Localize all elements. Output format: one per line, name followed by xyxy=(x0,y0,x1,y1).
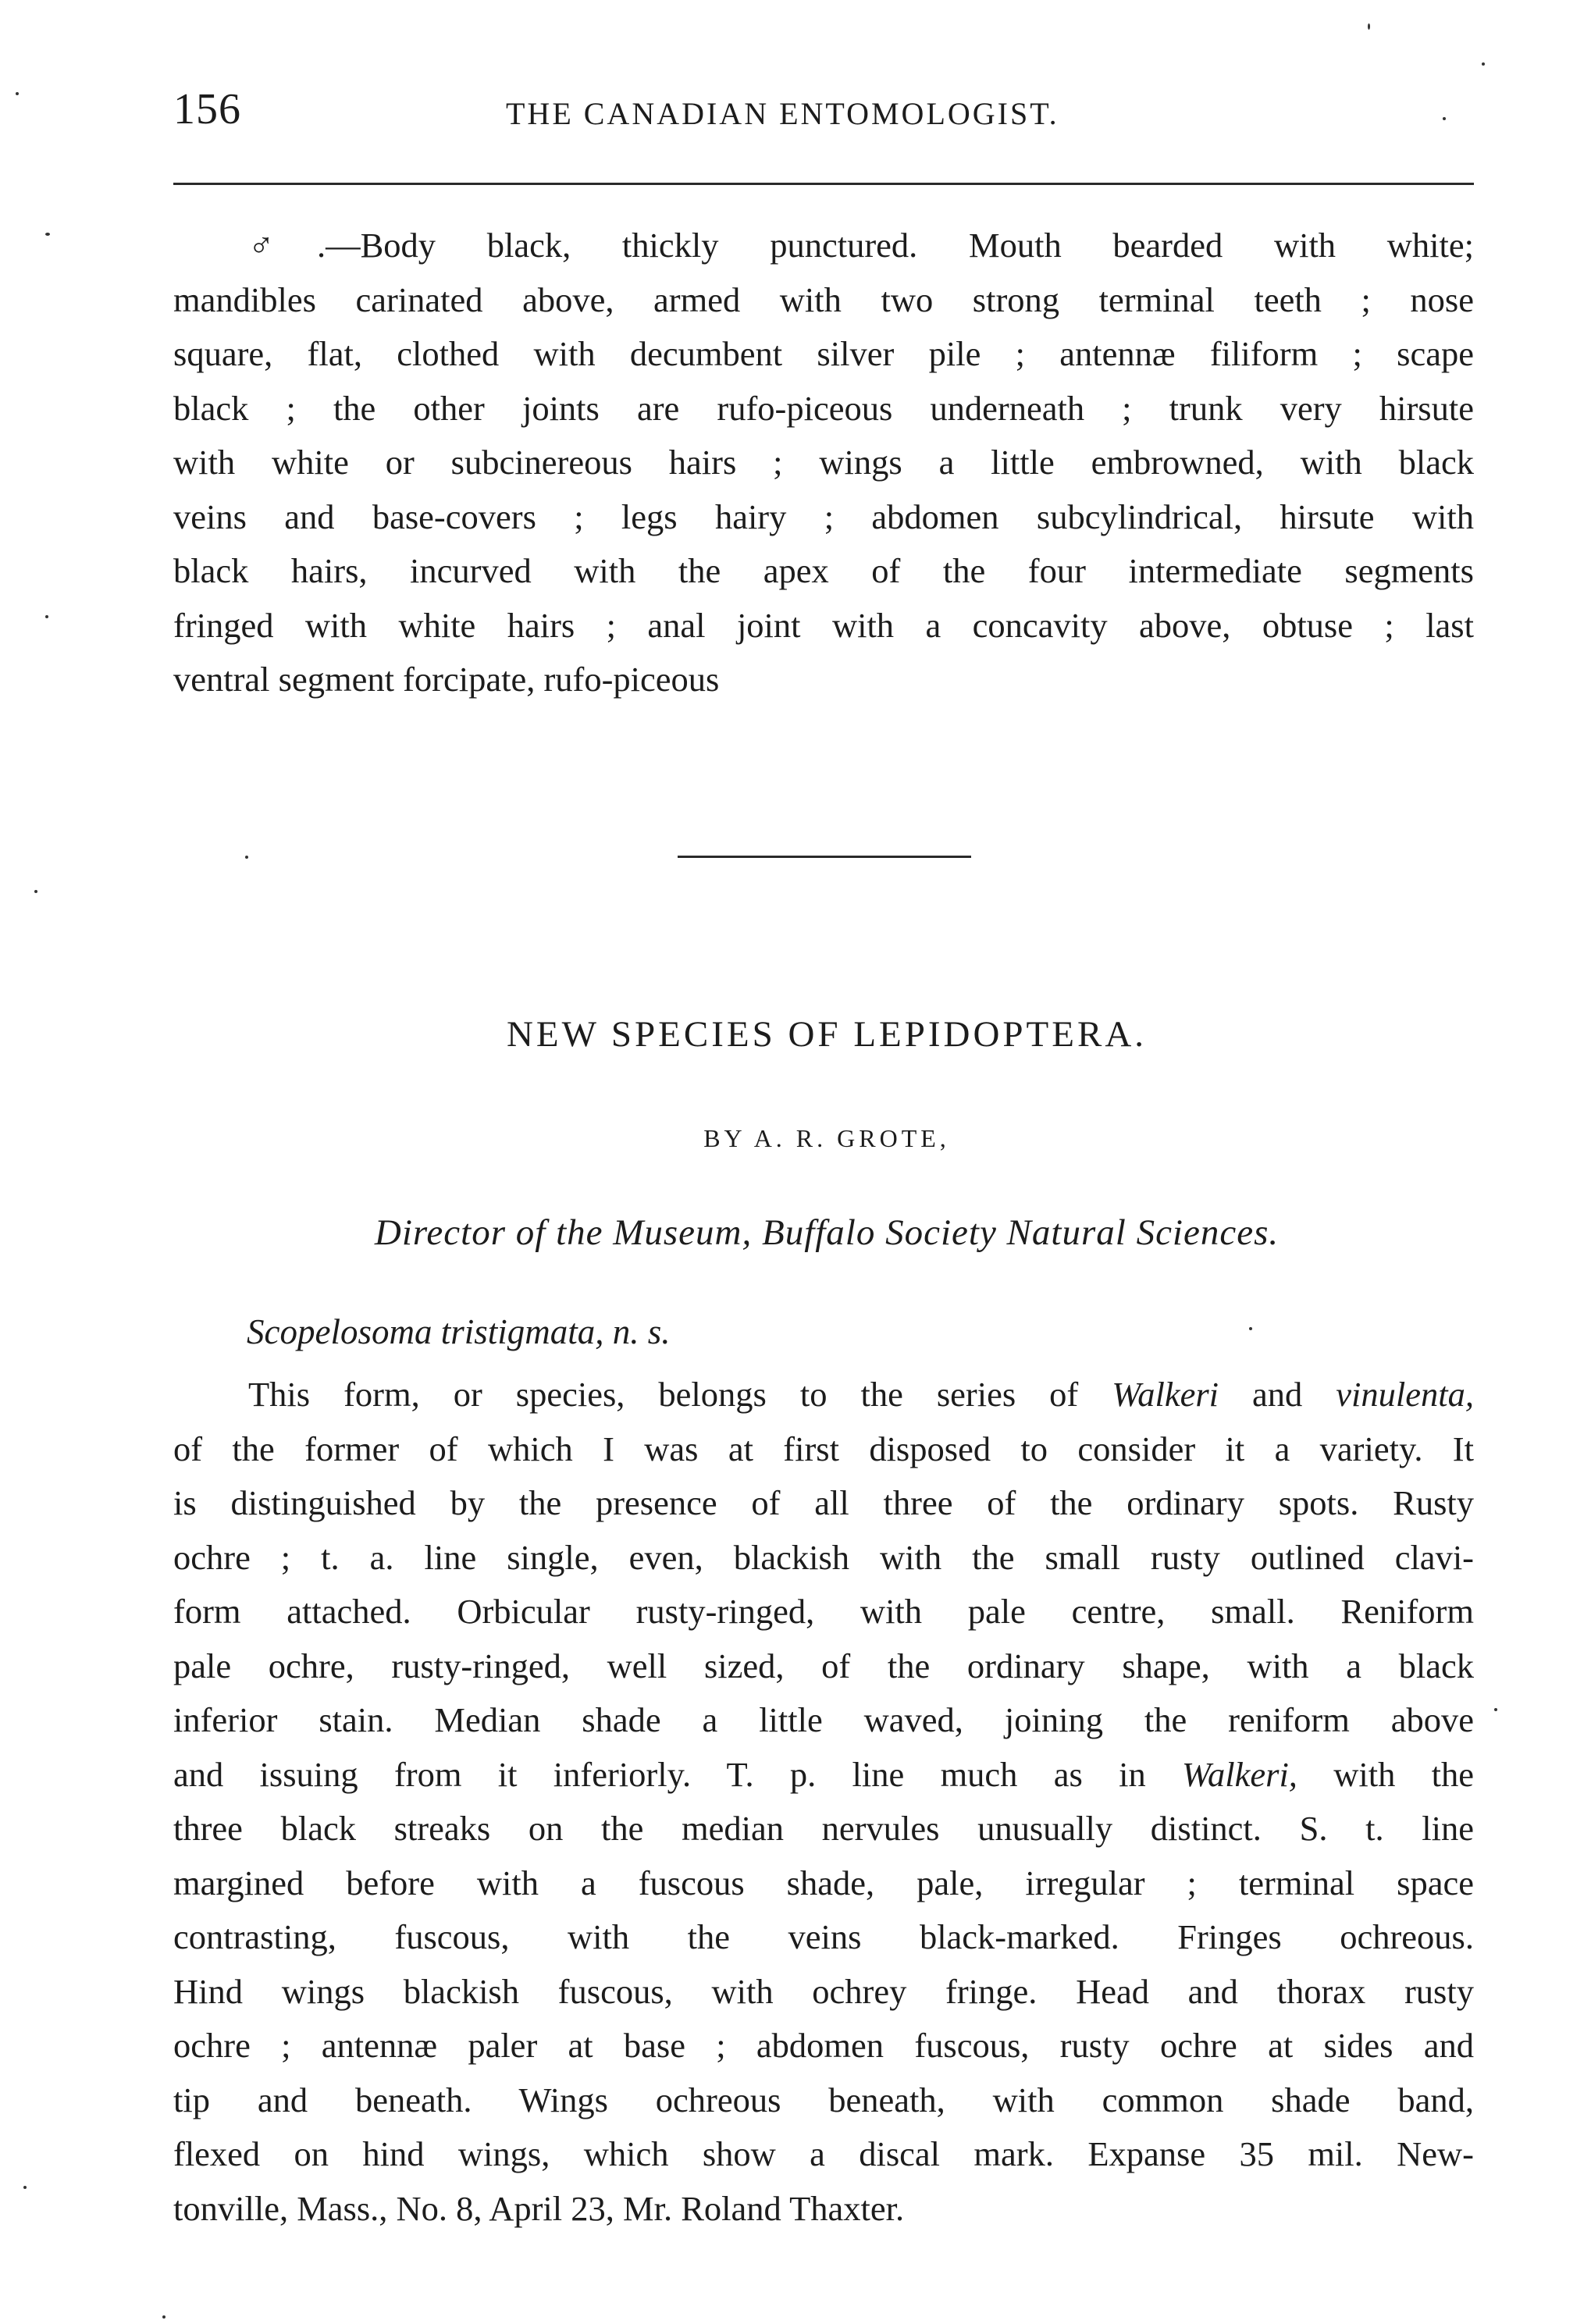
text-line: pale ochre, rusty-ringed, well sized, of the ordinary shape, with a black xyxy=(173,1646,1474,1685)
text-segment: and xyxy=(1252,1375,1303,1414)
text-segment: This form, or species, belongs to the series of xyxy=(248,1375,1079,1414)
text-line: ventral segment forcipate, rufo-piceous xyxy=(173,660,720,699)
scan-speck xyxy=(23,2186,27,2189)
text-line: veins and base-covers ; legs hairy ; abdomen subcylindrical, hirsute with xyxy=(173,496,1474,536)
text-line xyxy=(173,1368,1474,1422)
scan-speck xyxy=(16,92,19,95)
text-line: three black streaks on the median nervules unusually distinct. S. t. line xyxy=(173,1809,1474,1848)
text-segment: with the xyxy=(1333,1754,1475,1794)
header-rule xyxy=(173,183,1474,185)
text-line: inferior stain. Median shade a little waved, joining the reniform above xyxy=(173,1700,1474,1739)
text-line: with white or subcinereous hairs ; wings a little embrowned, with black xyxy=(173,443,1474,482)
scan-speck xyxy=(34,890,37,893)
text-line: margined before with a fuscous shade, pale, irregular ; terminal space xyxy=(173,1863,1474,1902)
species-name: Walkeri xyxy=(1112,1375,1219,1414)
text-line: black ; the other joints are rufo-piceous underneath ; trunk very hirsute xyxy=(173,388,1474,428)
text-line: square, flat, clothed with decumbent silver pile ; antennæ filiform ; scape xyxy=(173,334,1474,373)
journal-title: THE CANADIAN ENTOMOLOGIST. xyxy=(506,96,1059,131)
scan-speck xyxy=(1482,62,1485,66)
scan-speck xyxy=(245,856,248,859)
text-line: is distinguished by the presence of all three of the ordinary spots. Rusty xyxy=(173,1483,1474,1522)
text-line: Hind wings blackish fuscous, with ochrey fringe. Head and thorax rusty xyxy=(173,1971,1474,2011)
text-line: black hairs, incurved with the apex of the four intermediate segments xyxy=(173,551,1474,590)
species-name: vinulenta, xyxy=(1336,1375,1474,1414)
text-line: fringed with white hairs ; anal joint with a concavity above, obtuse ; last xyxy=(173,605,1474,645)
scan-speck xyxy=(1249,1327,1252,1330)
text-line xyxy=(173,1748,1474,1803)
species-description-paragraph xyxy=(173,1368,1474,2236)
male-description-paragraph xyxy=(173,219,1474,707)
text-line: flexed on hind wings, which show a discal mark. Expanse 35 mil. New- xyxy=(173,2134,1474,2173)
text-line: ochre ; t. a. line single, even, blackish with the small rusty outlined clavi- xyxy=(173,1537,1474,1577)
text-line: ♂.—Body black, thickly punctured. Mouth bearded with white; xyxy=(248,226,1474,265)
article-title: NEW SPECIES OF LEPIDOPTERA. xyxy=(506,1014,1148,1055)
text-line: tonville, Mass., No. 8, April 23, Mr. Roland Thaxter. xyxy=(173,2188,905,2228)
scan-speck xyxy=(162,2315,166,2319)
text-line: mandibles carinated above, armed with two strong terminal teeth ; nose xyxy=(173,279,1474,319)
section-divider xyxy=(678,856,971,858)
text-line: form attached. Orbicular rusty-ringed, with pale centre, small. Reniform xyxy=(173,1592,1474,1631)
scan-speck xyxy=(1494,1708,1497,1711)
text-line: tip and beneath. Wings ochreous beneath, with common shade band, xyxy=(173,2080,1474,2119)
author-affiliation: Director of the Museum, Buffalo Society Natural Sciences. xyxy=(374,1212,1280,1253)
page-number: 156 xyxy=(173,85,241,133)
scan-speck xyxy=(1368,23,1370,30)
article-byline: BY A. R. GROTE, xyxy=(703,1124,950,1152)
scan-speck xyxy=(45,615,48,618)
text-line: contrasting, fuscous, with the veins black-marked. Fringes ochreous. xyxy=(173,1917,1474,1956)
scan-speck xyxy=(1443,117,1446,120)
scan-speck xyxy=(45,233,50,236)
running-head xyxy=(170,84,1474,139)
text-line: ochre ; antennæ paler at base ; abdomen fuscous, rusty ochre at sides and xyxy=(173,2026,1474,2065)
species-name: Walkeri, xyxy=(1182,1754,1297,1794)
text-line: of the former of which I was at first disposed to consider it a variety. It xyxy=(173,1429,1474,1468)
text-segment: and issuing from it inferiorly. T. p. line much as in xyxy=(173,1754,1146,1794)
species-heading: Scopelosoma tristigmata, n. s. xyxy=(247,1312,671,1351)
